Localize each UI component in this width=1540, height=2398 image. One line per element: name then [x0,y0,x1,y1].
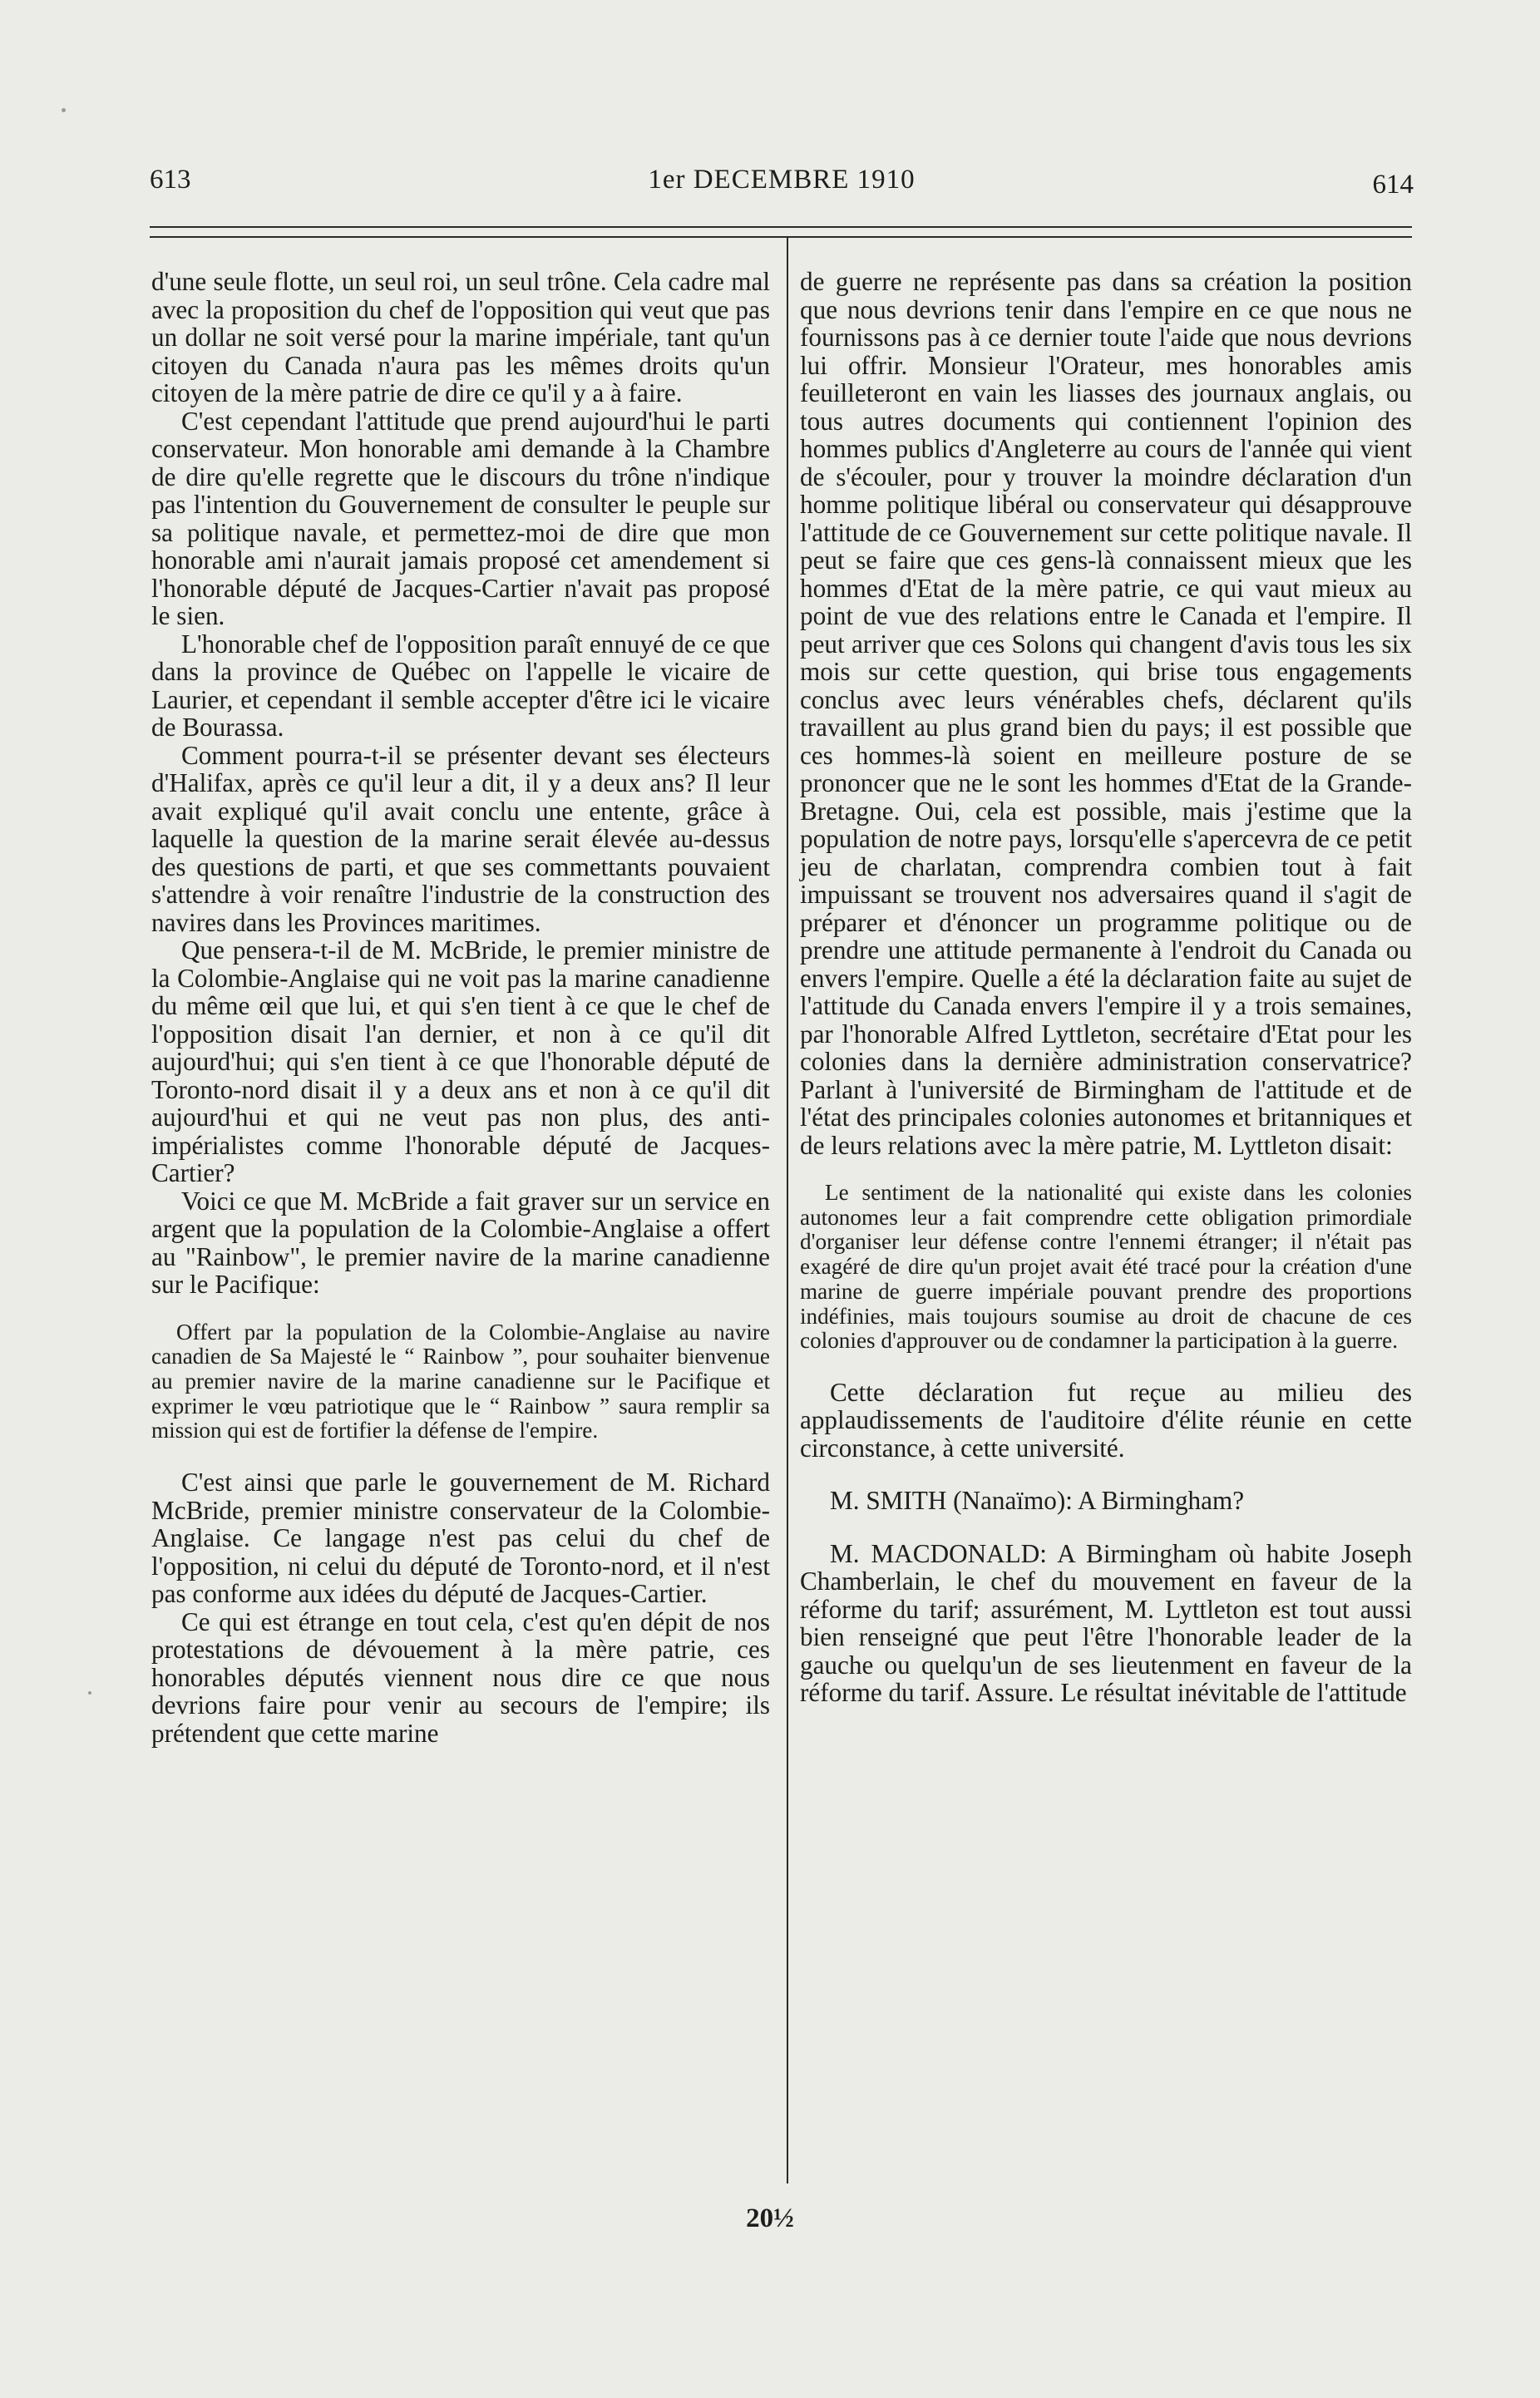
page-header [150,165,1414,203]
page-number-left: 613 [150,165,191,195]
paragraph: d'une seule flotte, un seul roi, un seul trône. Cela cadre mal avec la proposition du chef de l'opposition qui veut que pas un dollar ne soit versé pour la marine impériale, tant qu'un citoyen du Canada n'aura pas les mêmes droits qu'un citoyen de la mère patrie de dire ce qu'il y a à faire. [151,267,770,407]
paragraph: Comment pourra-t-il se présenter devant ses électeurs d'Halifax, après ce qu'il leur a dit, il y a deux ans? Il leur avait expliqué qu'il avait conclu une entente, grâce à laquelle la question de la marine serait élevée au-dessus des questions de parti, et que ses commettants pouvaient s'attendre à voir renaître l'industrie de la construction des navires dans les Provinces maritimes. [151,740,770,937]
speaker-paragraph: M. SMITH (Nanaïmo): A Birmingham? [830,1486,1245,1516]
paragraph: Voici ce que M. McBride a fait graver sur un service en argent que la population de la Colombie-Anglaise a offert au "Rainbow", le premier navire de la marine canadienne sur le Pacifique: [151,1186,770,1299]
paragraph: C'est ainsi que parle le gouvernement de M. Richard McBride, premier ministre conservateur de la Colombie-Anglaise. Ce langage n'est pas celui du chef de l'opposition, ni celui du député de Toronto-nord, et il n'est pas conforme aux idées du député de Jacques-Cartier. [151,1468,770,1609]
left-column [151,268,770,1747]
paragraph: Que pensera-t-il de M. McBride, le premier ministre de la Colombie-Anglaise qui ne voit pas la marine canadienne du même œil que lui, et qui s'en tient à ce que le chef de l'opposition disait l'an dernier, et non à ce qu'il dit aujourd'hui; qui s'en tient à ce que l'honorable député de Toronto-nord disait il y a deux ans et non à ce qu'il dit aujourd'hui et qui ne veut pas non plus, des anti-impérialistes comme l'honorable député de Jacques-Cartier? [151,935,770,1187]
header-rule-bottom [150,236,1412,238]
paragraph: Cette déclaration fut reçue au milieu des applaudissements de l'auditoire d'élite réunie en cette circonstance, à cette université. [800,1377,1412,1463]
paragraph: de guerre ne représente pas dans sa création la position que nous devrions tenir dans l'empire en ce que nous ne fournissons pas à ce dernier toute l'aide que nous devrions lui offrir. Monsieur l'Orateur, mes honorables amis feuilleteront en vain les liasses des journaux anglais, ou tous autres documents qui contiennent l'opinion des hommes publics d'Angleterre au cours de l'année qui vient de s'écouler, pour y trouver la moindre déclaration d'un homme politique libéral ou conservateur qui désapprouve l'attitude de ce Gouvernement sur cette politique navale. Il peut se faire que ces gens-là connaissent mieux que les hommes d'Etat de la mère patrie, ce qui vaut mieux au point de vue des relations entre le Canada et l'empire. Il peut arriver que ces Solons qui changent d'avis tous les six mois sur cette question, qui brise tous engagements conclus avec leurs vénérables chefs, déclarent qu'ils travaillent au plus grand bien du pays; il est possible que ces hommes-là soient en meilleure posture de se prononcer que ne le sont les hommes d'Etat de la Grande-Bretagne. Oui, cela est possible, mais j'estime que la population de notre pays, lorsqu'elle s'apercevra de ce petit jeu de charlatan, comprendra combien tout à fait impuissant se trouvent nos adversaires quand il s'agit de préparer et d'énoncer un programme politique ou de prendre une attitude permanente à l'endroit du Canada ou envers l'empire. Quelle a été la déclaration faite au sujet de l'attitude du Canada envers l'empire il y a trois semaines, par l'honorable Alfred Lyttleton, secrétaire d'Etat pour les colonies dans la dernière administration conservatrice? Parlant à l'université de Birmingham de l'attitude et de l'état des principales colonies autonomes et britanniques et de leurs relations avec la mère patrie, M. Lyttleton disait: [800,267,1412,1160]
paragraph: Ce qui est étrange en tout cela, c'est qu'en dépit de nos protestations de dévouement à la mère patrie, ces honorables députés viennent nous dire ce que nous devrions faire pour venir au secours de l'empire; ils prétendent que cette marine [151,1606,770,1748]
block-quote: Offert par la population de la Colombie-Anglaise au navire canadien de Sa Majesté le “ Rainbow ”, pour souhaiter bienvenue au premier navire de la marine canadienne sur le Pacifique et exprimer le vœu patriotique que le “ Rainbow ” saura remplir sa mission qui est de fortifier la défense de l'empire. [151,1319,770,1443]
page-date-title: 1er DECEMBRE 1910 [648,165,916,195]
block-quote: Le sentiment de la nationalité qui existe dans les colonies autonomes leur a fait comprendre cette obligation primordiale d'organiser leur défense contre l'ennemi étranger; il n'était pas exagéré de dire qu'un projet avait été tracé pour la création d'une marine de guerre impériale pouvant prendre des proportions indéfinies, mais toujours soumise au droit de chacune de ces colonies d'approuver ou de condamner la participation à la guerre. [800,1180,1412,1354]
right-column [800,268,1412,1707]
print-blemish [88,1691,91,1695]
print-blemish [62,108,66,112]
signature-mark: 20½ [746,2203,794,2233]
column-divider [787,238,788,2183]
paragraph: L'honorable chef de l'opposition paraît ennuyé de ce que dans la province de Québec on l'appelle le vicaire de Laurier, et cependant il semble accepter d'être ici le vicaire de Bourassa. [151,629,770,742]
speaker-paragraph: M. MACDONALD: A Birmingham où habite Joseph Chamberlain, le chef du mouvement en faveur de la réforme du tarif; assurément, M. Lyttleton est tout aussi bien renseigné que peut l'être l'honorable leader de la gauche ou quelqu'un de ses lieutenment en faveur de la réforme du tarif. Assure. Le résultat inévitable de l'attitude [800,1538,1412,1708]
page-number-right: 614 [1372,170,1414,200]
paragraph: C'est cependant l'attitude que prend aujourd'hui le parti conservateur. Mon honorable ami demande à la Chambre de dire qu'elle regrette que le discours du trône n'indique pas l'intention du Gouvernement de consulter le peuple sur sa politique navale, et permettez-moi de dire que mon honorable ami n'aurait jamais proposé cet amendement si l'honorable député de Jacques-Cartier n'avait pas proposé le sien. [151,406,770,630]
header-rule-top [150,226,1412,228]
